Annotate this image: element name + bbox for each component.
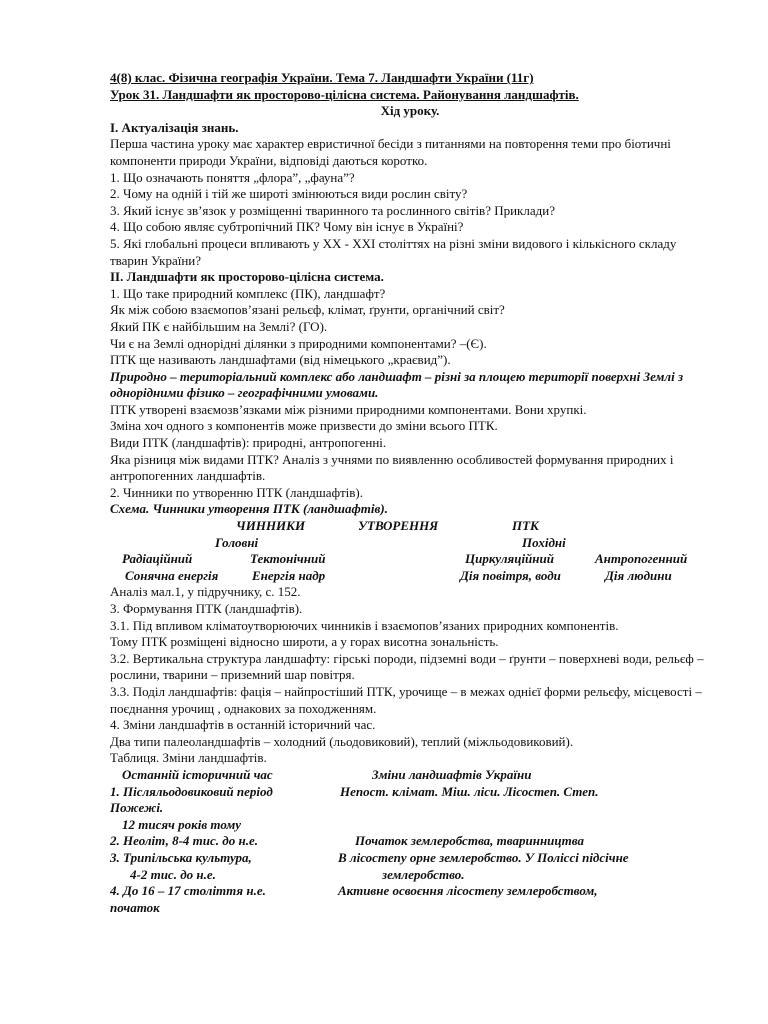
lesson-title: Урок 31. Ландшафти як просторово-цілісна система. Районування ландшафтів. [110,86,579,102]
scheme-type: Антропогенний [595,551,688,567]
question-1: 1. Що означають поняття „флора”, „фауна”? [110,169,355,185]
table-cell-change: землеробство. [382,866,465,882]
scheme-type: Тектонічний [250,551,326,567]
table-cell-change: В лісостепу орне землеробство. У Поліссі підсічне [338,849,629,865]
table-cell-change: Непост. клімат. Міш. ліси. Лісостеп. Степ. [340,783,599,799]
paragraph-line: Види ПТК (ландшафтів): природні, антропогенні. [110,435,387,451]
lesson-course-heading: Хід уроку. [380,103,440,119]
paragraph-line: Зміна хоч одного з компонентів може призвести до зміни всього ПТК. [110,418,498,434]
table-cell-period: 1. Післяльодовиковий період [110,783,273,799]
paragraph-line: Який ПК є найбільшим на Землі? (ГО). [110,318,328,334]
paragraph-line: 4. Зміни ландшафтів в останній історичний час. [110,717,376,733]
scheme-title: Схема. Чинники утворення ПТК (ландшафтів). [110,501,388,517]
table-header-row [110,767,710,784]
scheme-header-cell: ПТК [512,518,539,534]
question-5: 5. Які глобальні процеси впливають у ХХ - ХХІ століттях на різні зміни видового і кількісного складу тварин України? [110,235,677,268]
table-cell-change: Активне освоєння лісостепу землеробством, [338,883,598,899]
table-row [110,850,710,867]
scheme-header-cell: ЧИННИКИ [236,518,306,534]
table-row [110,784,710,801]
question-4: 4. Що собою являє субтропічний ПК? Чому він існує в Україні? [110,219,464,235]
scheme-source: Енергія надр [252,567,326,583]
table-header-cell: Останній історичний час [122,766,273,782]
paragraph-line: Чи є на Землі однорідні ділянки з природними компонентами? –(Є). [110,335,487,351]
table-cell-period: Пожежі. [110,800,164,816]
question-3: 3. Який існує зв’язок у розміщенні тваринного та рослинного світів? Приклади? [110,202,555,218]
scheme-types-row [110,551,710,568]
factors-line: 2. Чинники по утворенню ПТК (ландшафтів). [110,484,364,500]
paragraph-line: Таблиця. Зміни ландшафтів. [110,750,267,766]
table-row-continued [110,900,710,917]
paragraph-line: ПТК ще називають ландшафтами (від німецького „краєвид”). [110,352,451,368]
table-cell-period: 12 тисяч років тому [122,816,242,832]
document-title: 4(8) клас. Фізична географія України. Тема 7. Ландшафти України (11г) [110,70,534,85]
definition-text: Природно – територіальний комплекс або ландшафт – різні за площею території поверхні Землі з однорідними фізико – географічними умовами. [110,368,684,401]
document-page [110,70,710,916]
scheme-sources-row [110,568,710,585]
scheme-source: Сонячна енергія [125,567,219,583]
paragraph-line: Аналіз мал.1, у підручнику, с. 152. [110,584,301,600]
paragraph-line: ПТК утворені взаємозв’язками між різними природними компонентами. Вони хрупкі. [110,401,587,417]
table-row [110,833,710,850]
scheme-type: Радіаційний [122,551,193,567]
section-1-heading: І. Актуалізація знань. [110,119,239,135]
paragraph-line: 3.3. Поділ ландшафтів: фація – найпростіший ПТК, урочище – в межах однієї форми рельєфу, місцевості – поєднання урочищ , однакових за походженням. [110,683,702,716]
scheme-type: Циркуляційний [465,551,554,567]
paragraph-line: Тому ПТК розміщені відносно широти, а у горах висотна зональність. [110,634,499,650]
table-cell-period: 3. Трипільська культура, [110,849,252,865]
table-cell-change: Початок землеробства, тваринництва [355,833,584,849]
table-cell-period: 4-2 тис. до н.е. [130,866,216,882]
scheme-group: Головні [215,534,259,550]
scheme-group: Похідні [522,534,566,550]
table-row [110,883,710,900]
question-2: 2. Чому на одній і тій же широті змінюються види рослин світу? [110,186,468,202]
analysis-text: Яка різниця між видами ПТК? Аналіз з учнями по виявленню особливостей формування природних і антропогенних ландшафтів. [110,451,674,484]
scheme-groups-row [110,535,710,552]
section-1-intro: Перша частина уроку має характер евристичної бесіди з питаннями на повторення теми про біотичні компоненти природи України, відповіді даються коротко. [110,136,671,168]
paragraph-line: 3.1. Під впливом кліматоутворюючих чинників і взаємопов’язаних природних компонентів. [110,617,619,633]
paragraph-line: Два типи палеоландшафтів – холодний (льодовиковий), теплий (міжльодовиковий). [110,733,574,749]
table-cell-period: 4. До 16 – 17 століття н.е. [110,883,266,899]
paragraph-line: 3.2. Вертикальна структура ландшафту: гірські породи, підземні води – ґрунти – поверхневі води, рельєф – рослини, тварини – приземний шар повітря. [110,650,704,683]
scheme-source: Дія людини [605,567,672,583]
table-row-continued [110,867,710,884]
paragraph-line: Як між собою взаємопов’язані рельєф, клімат, ґрунти, органічний світ? [110,302,505,318]
paragraph-line: 1. Що таке природний комплекс (ПК), ландшафт? [110,285,386,301]
section-2-heading: ІІ. Ландшафти як просторово-цілісна система. [110,269,384,285]
table-header-cell: Зміни ландшафтів України [372,766,532,782]
scheme-source: Дія повітря, води [460,567,561,583]
table-cell-period: 2. Неоліт, 8-4 тис. до н.е. [110,833,258,849]
scheme-header-cell: УТВОРЕННЯ [358,518,439,534]
paragraph-line: 3. Формування ПТК (ландшафтів). [110,601,303,616]
table-row-continued [110,817,710,834]
table-row-continued [110,800,710,817]
table-cell-period: початок [110,899,160,915]
scheme-header-row [110,518,710,535]
